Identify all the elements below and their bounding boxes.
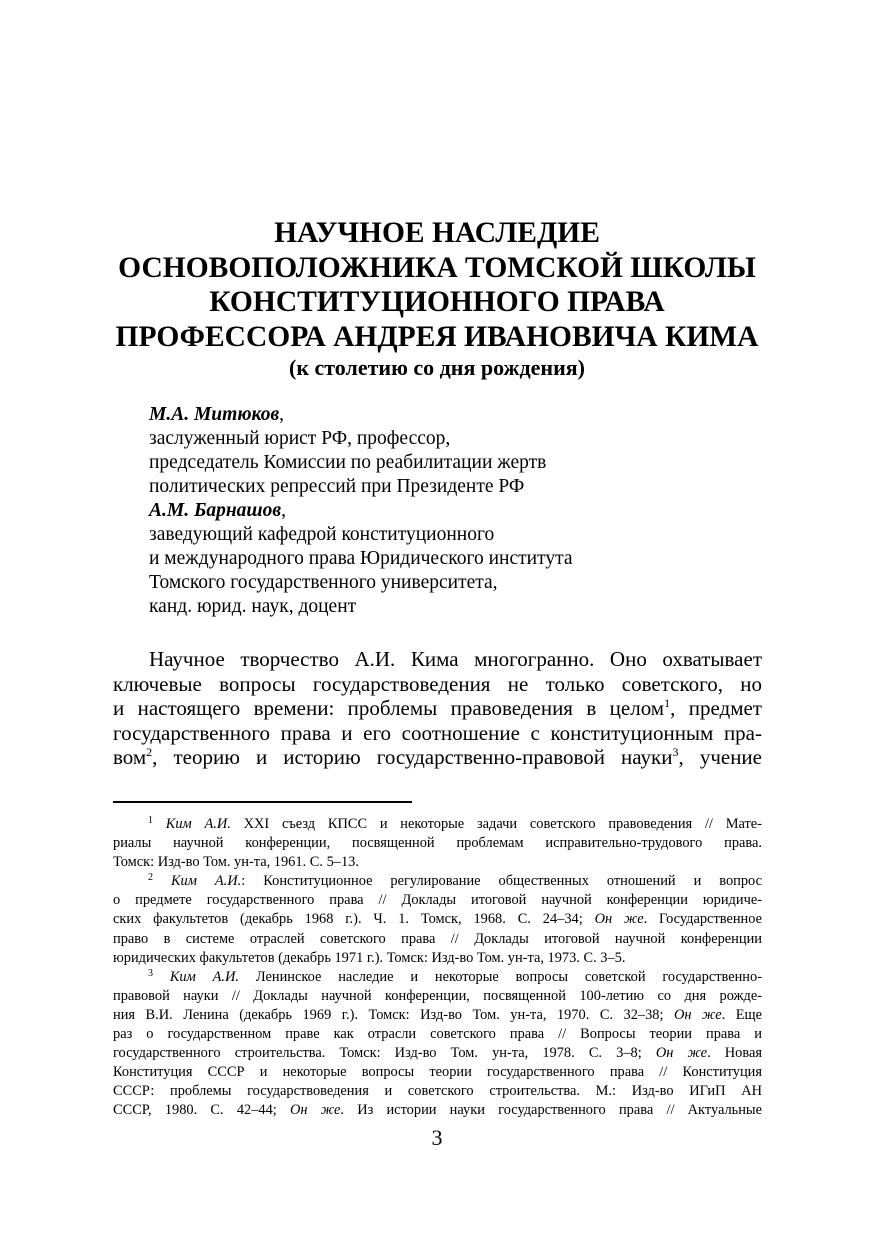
author-affiliation-line: заслуженный юрист РФ, профессор, xyxy=(149,428,451,449)
body-paragraph xyxy=(113,647,762,770)
author-affiliation-line: председатель Комиссии по реабилитации жертв xyxy=(149,452,547,473)
author-affiliation-line: Томского государственного университета, xyxy=(149,572,498,593)
body-line: вом$^2$, теорию и историю государственно-правовой науки$^3$, учение xyxy=(113,745,762,769)
author-entry: А.М. Барнашов, заведующий кафедрой конституционного и международного права Юридического института Томского государственного университета, канд. юрид. наук, доцент xyxy=(149,500,573,617)
footnote-line: ния В.И. Ленина (декабрь 1969 г.). Томск: Изд-во Том. ун-та, 1970. С. 32–38; Он же. Еще xyxy=(113,1006,762,1023)
body-line: Научное творчество А.И. Кима многогранно. Оно охватывает xyxy=(149,647,762,671)
footnote-line: Томск: Изд-во Том. ун-та, 1961. С. 5–13. xyxy=(113,854,359,871)
footnote-line: государственного строительства. Томск: Изд-во Том. ун-та, 1978. С. 3–8; Он же. Новая xyxy=(113,1045,762,1062)
article-title xyxy=(60,216,814,382)
footnote-mark[interactable]: 1 xyxy=(664,696,671,710)
body-line: ключевые вопросы государствоведения не только советского, но xyxy=(113,671,762,696)
body-line: государственного права и его соотношение с конституционным пра- xyxy=(113,720,762,745)
author-name: М.А. Митюков xyxy=(149,404,280,425)
page-number: 3 xyxy=(431,1125,443,1150)
footnote-number: 1 xyxy=(148,815,153,826)
footnote-line: о предмете государственного права // Доклады итоговой научной конференции юридиче- xyxy=(113,892,762,909)
footnote-line: $^1$ Ким А.И. XXI съезд КПСС и некоторые задачи советского правоведения // Мате- xyxy=(148,815,762,832)
footnote-mark[interactable]: 3 xyxy=(672,745,679,759)
footnote-mark[interactable]: 2 xyxy=(146,745,153,759)
author-affiliation-line: канд. юрид. наук, доцент xyxy=(149,596,357,617)
article-subtitle: (к столетию со дня рождения) xyxy=(289,355,585,380)
footnote-line: риалы научной конференции, посвященной проблемам исправительно-трудового права. xyxy=(113,835,762,852)
footnote-line: $^3$ Ким А.И. Ленинское наследие и некоторые вопросы советской государственно- xyxy=(148,967,762,985)
author-entry: М.А. Митюков, заслуженный юрист РФ, профессор, председатель Комиссии по реабилитации жертв политических репрессий при Президенте РФ xyxy=(149,403,573,499)
author-name: А.М. Барнашов xyxy=(149,500,282,521)
footnote-line: юридических факультетов (декабрь 1971 г.). Томск: Изд-во Том. ун-та, 1973. С. 3–5. xyxy=(113,949,626,966)
body-line: и настоящего времени: проблемы правоведения в целом$^1$, предмет xyxy=(113,696,762,720)
footnote-number: 2 xyxy=(148,872,153,884)
footnote-line: Конституция СССР и некоторые вопросы теории государственного права // Конституция xyxy=(113,1064,762,1081)
footnote-number: 3 xyxy=(148,967,153,979)
footnote-separator xyxy=(113,801,412,803)
author-affiliation-line: заведующий кафедрой конституционного xyxy=(149,524,495,545)
footnote-line: ских факультетов (декабрь 1968 г.). Ч. 1. Томск, 1968. С. 24–34; Он же. Государственное xyxy=(113,911,762,928)
footnote-line: СССР: проблемы государствоведения и советского строительства. М.: Изд-во ИГиП АН xyxy=(113,1083,762,1100)
author-affiliation-line: и международного права Юридического института xyxy=(149,548,573,569)
author-affiliation-line: политических репрессий при Президенте РФ xyxy=(149,476,525,497)
title-line: НАУЧНОЕ НАСЛЕДИЕ xyxy=(274,217,600,249)
title-line: ПРОФЕССОРА АНДРЕЯ ИВАНОВИЧА КИМА xyxy=(115,320,759,353)
footnotes xyxy=(113,815,762,1121)
footnote-line: правовой науки // Доклады научной конференции, посвященной 100-летию со дня рожде- xyxy=(113,987,762,1004)
footnote-line: раз о государственном праве как отрасли советского права // Вопросы теории права и xyxy=(113,1026,762,1043)
footnote-line: право в системе отраслей советского права // Доклады итоговой научной конференции xyxy=(113,930,762,947)
title-line: КОНСТИТУЦИОННОГО ПРАВА xyxy=(209,286,665,318)
footnote-line: СССР, 1980. С. 42–44; Он же. Из истории науки государственного права // Актуальные xyxy=(113,1102,762,1119)
footnote-line: $^2$ Ким А.И.: Конституционное регулирование общественных отношений и вопрос xyxy=(148,872,762,890)
title-line: ОСНОВОПОЛОЖНИКА ТОМСКОЙ ШКОЛЫ xyxy=(118,251,756,284)
author-block xyxy=(149,403,573,619)
